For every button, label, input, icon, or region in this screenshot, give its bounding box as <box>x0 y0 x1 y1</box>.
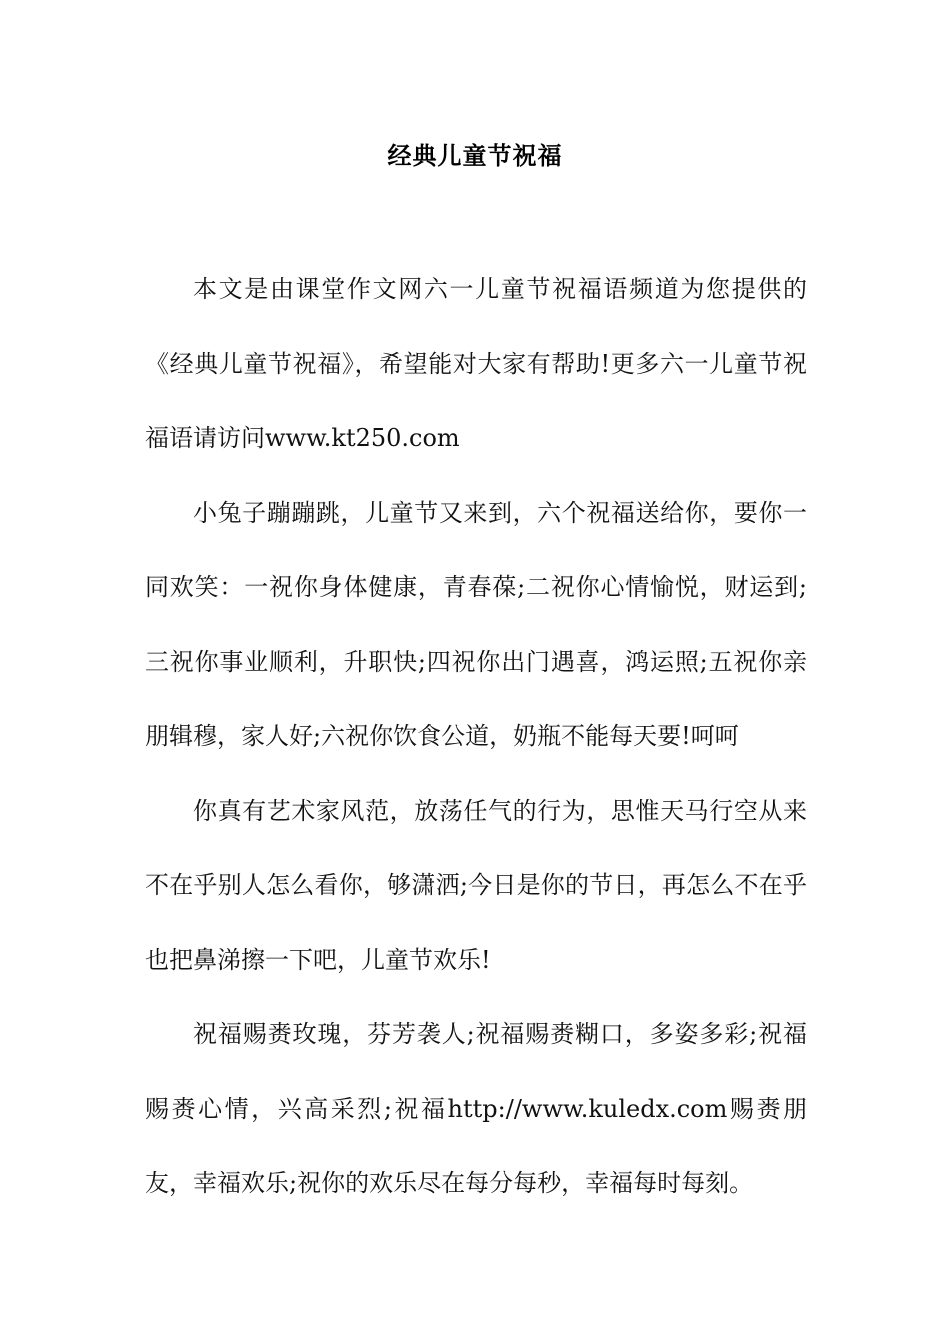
document-body <box>145 252 807 1221</box>
document-title: 经典儿童节祝福 <box>387 142 563 170</box>
paragraph-intro: 本文是由课堂作文网六一儿童节祝福语频道为您提供的《经典儿童节祝福》，希望能对大家有帮助!更多六一儿童节祝福语请访问www.kt250.com <box>145 275 807 452</box>
paragraph-gift-blessing: 祝福赐赉玫瑰，芬芳袭人;祝福赐赉糊口，多姿多彩;祝福赐赉心情，兴高采烈;祝福http://www.kuledx.com赐赉朋友，幸福欢乐;祝你的欢乐尽在每分每秒，幸福每时每刻。 <box>145 1020 807 1197</box>
paragraph-artist-blessing: 你真有艺术家风范，放荡任气的行为，思惟天马行空从来不在乎别人怎么看你，够潇洒;今日是你的节日，再怎么不在乎也把鼻涕擦一下吧，儿童节欢乐! <box>145 796 807 974</box>
paragraph-rabbit-blessing: 小兔子蹦蹦跳，儿童节又来到，六个祝福送给你，要你一同欢笑：一祝你身体健康，青春葆;二祝你心情愉悦，财运到;三祝你事业顺利，升职快;四祝你出门遇喜，鸿运照;五祝你亲朋辑穆，家人好;六祝你饮食公道，奶瓶不能每天要!呵呵 <box>145 498 807 750</box>
